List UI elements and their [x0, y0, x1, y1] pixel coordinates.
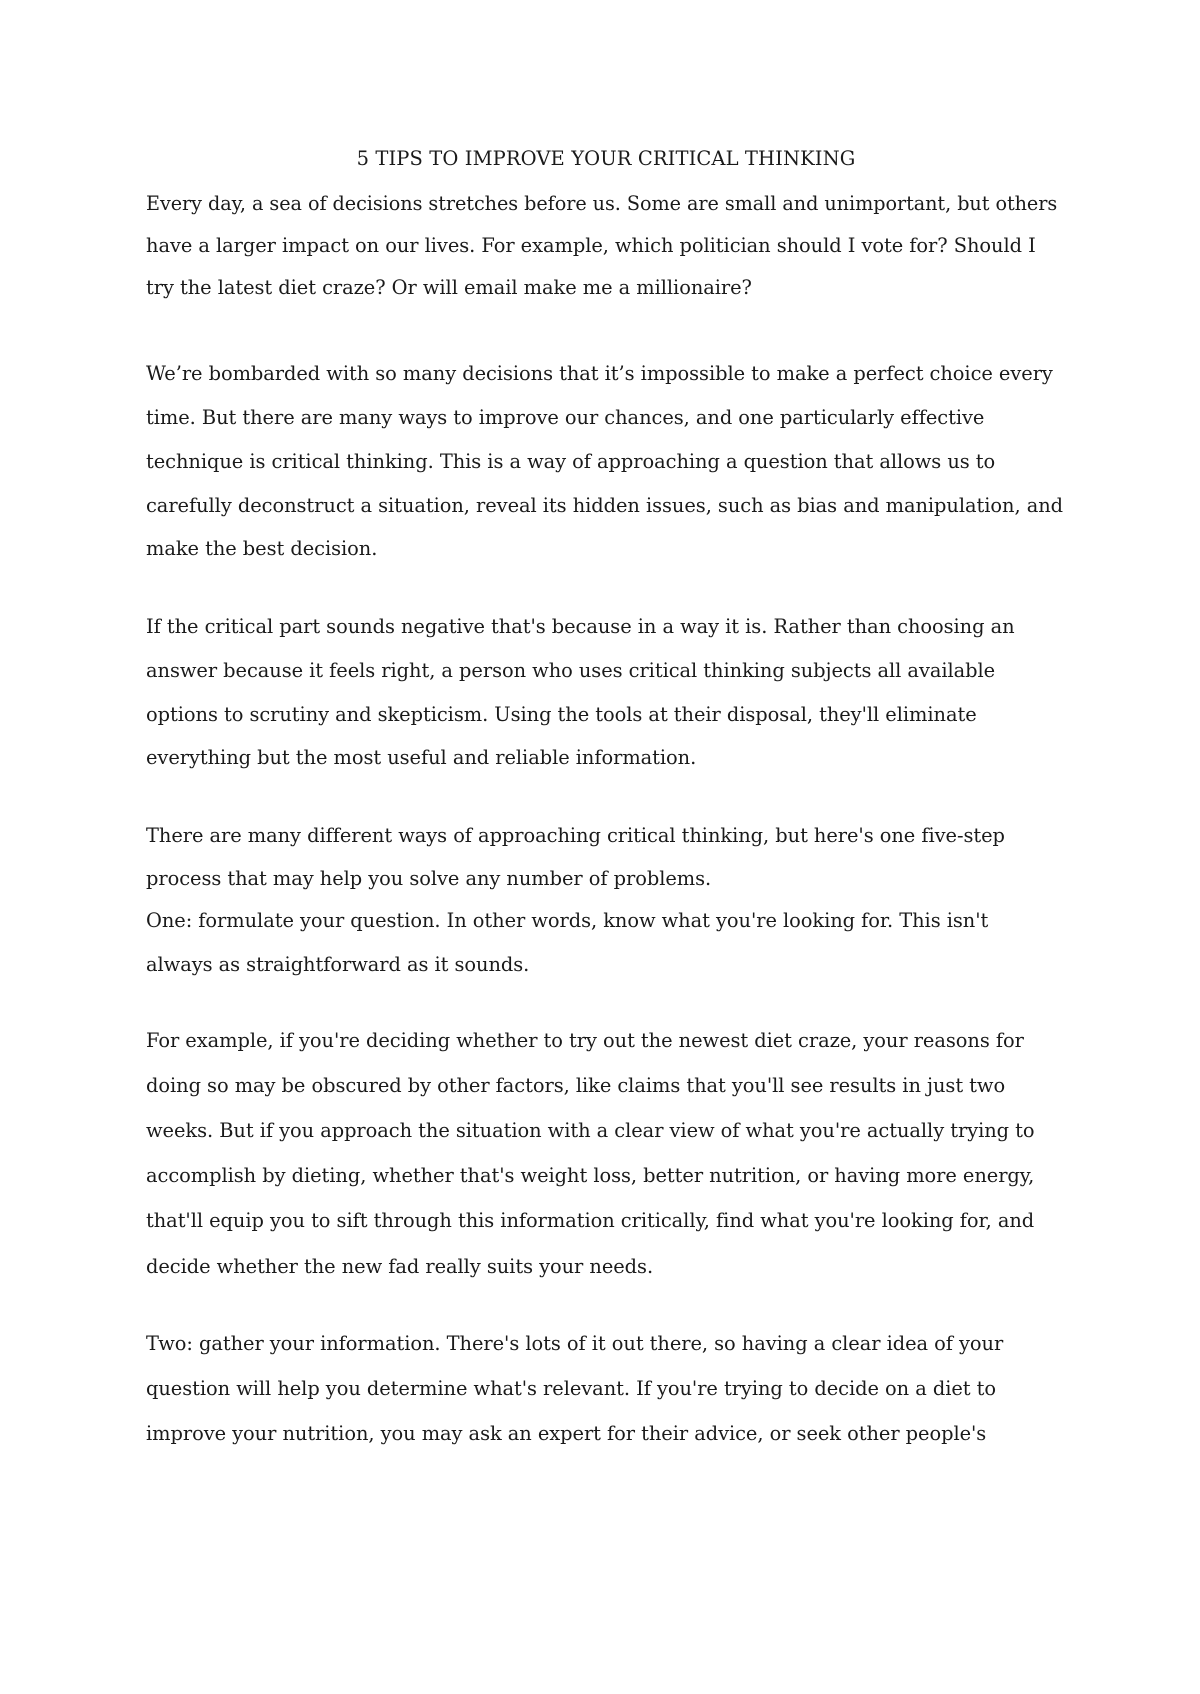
text-line: everything but the most useful and reliable information.: [146, 746, 697, 769]
text-line: time. But there are many ways to improve our chances, and one particularly effective: [146, 406, 985, 429]
text-line: decide whether the new fad really suits your needs.: [146, 1255, 654, 1278]
text-line: We’re bombarded with so many decisions that it’s impossible to make a perfect choice every: [146, 362, 1053, 385]
text-line: There are many different ways of approaching critical thinking, but here's one five-step: [146, 824, 1005, 847]
text-line: For example, if you're deciding whether to try out the newest diet craze, your reasons for: [146, 1029, 1024, 1052]
text-line: try the latest diet craze? Or will email make me a millionaire?: [146, 276, 752, 299]
text-line: If the critical part sounds negative that's because in a way it is. Rather than choosing an: [146, 615, 1015, 638]
text-line: that'll equip you to sift through this information critically, find what you're looking for, and: [146, 1209, 1035, 1232]
text-line: always as straightforward as it sounds.: [146, 953, 530, 976]
text-line: doing so may be obscured by other factors, like claims that you'll see results in just two: [146, 1074, 1006, 1097]
text-line: answer because it feels right, a person who uses critical thinking subjects all available: [146, 659, 996, 682]
document-title: 5 TIPS TO IMPROVE YOUR CRITICAL THINKING: [356, 147, 856, 170]
text-line: improve your nutrition, you may ask an expert for their advice, or seek other people's: [146, 1422, 987, 1445]
text-line: Two: gather your information. There's lots of it out there, so having a clear idea of your: [146, 1332, 1004, 1355]
text-line: process that may help you solve any number of problems.: [146, 867, 712, 890]
text-line: have a larger impact on our lives. For example, which politician should I vote for? Should I: [146, 234, 1036, 257]
text-line: Every day, a sea of decisions stretches before us. Some are small and unimportant, but others: [146, 192, 1058, 215]
text-line: weeks. But if you approach the situation with a clear view of what you're actually trying to: [146, 1119, 1035, 1142]
text-line: accomplish by dieting, whether that's weight loss, better nutrition, or having more energy,: [146, 1164, 1035, 1187]
text-line: options to scrutiny and skepticism. Using the tools at their disposal, they'll eliminate: [146, 703, 977, 726]
text-line: carefully deconstruct a situation, reveal its hidden issues, such as bias and manipulation, and: [146, 494, 1064, 517]
text-line: One: formulate your question. In other words, know what you're looking for. This isn't: [146, 909, 989, 932]
text-line: question will help you determine what's relevant. If you're trying to decide on a diet to: [146, 1377, 996, 1400]
text-line: technique is critical thinking. This is a way of approaching a question that allows us to: [146, 450, 996, 473]
text-line: make the best decision.: [146, 537, 378, 560]
